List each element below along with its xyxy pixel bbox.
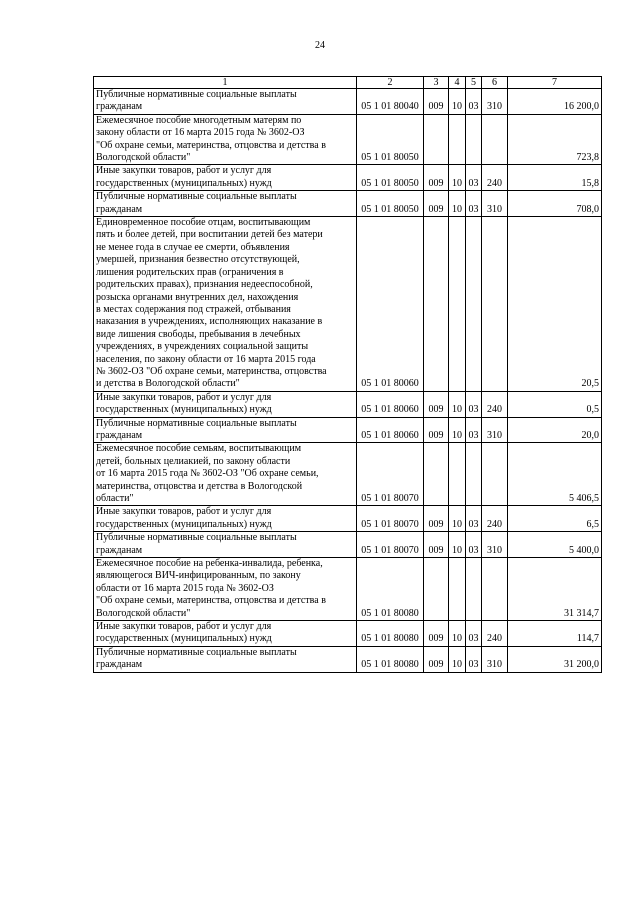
- row-col5-cell: 03: [466, 621, 482, 647]
- row-amount-cell: 6,5: [508, 506, 602, 532]
- row-name-cell: Ежемесячное пособие семьям, воспитывающим детей, больных целиакией, по закону области от 16 марта 2015 года № 3602-ОЗ "Об охране семьи, материнства, отцовства и детства в Вологодской области": [94, 443, 357, 506]
- row-code-cell: 05 1 01 80040: [357, 89, 424, 115]
- row-col3-cell: 009: [424, 165, 449, 191]
- row-col4-cell: 10: [449, 165, 466, 191]
- row-amount-cell: 20,5: [508, 217, 602, 392]
- row-col4-cell: [449, 558, 466, 621]
- row-code-cell: 05 1 01 80080: [357, 621, 424, 647]
- row-name-cell: Ежемесячное пособие на ребенка-инвалида, ребенка, являющегося ВИЧ-инфицированным, по закону области от 16 марта 2015 года № 3602-ОЗ "Об охране семьи, материнства, отцовства и детства в Вологодской области": [94, 558, 357, 621]
- row-code-cell: 05 1 01 80070: [357, 443, 424, 506]
- row-col5-cell: [466, 217, 482, 392]
- row-code-cell: 05 1 01 80080: [357, 558, 424, 621]
- row-col4-cell: 10: [449, 646, 466, 672]
- row-col6-cell: 240: [482, 391, 508, 417]
- row-name-cell: Иные закупки товаров, работ и услуг для государственных (муниципальных) нужд: [94, 165, 357, 191]
- row-col3-cell: 009: [424, 506, 449, 532]
- row-col3-cell: 009: [424, 89, 449, 115]
- row-code-cell: 05 1 01 80070: [357, 506, 424, 532]
- table-row: [94, 89, 602, 115]
- row-amount-cell: 114,7: [508, 621, 602, 647]
- table-row: [94, 506, 602, 532]
- row-amount-cell: 16 200,0: [508, 89, 602, 115]
- row-col3-cell: 009: [424, 621, 449, 647]
- row-name-cell: Публичные нормативные социальные выплаты гражданам: [94, 191, 357, 217]
- row-code-cell: 05 1 01 80050: [357, 191, 424, 217]
- row-col5-cell: 03: [466, 165, 482, 191]
- budget-table: [93, 76, 602, 673]
- header-cell: 5: [466, 77, 482, 89]
- row-col4-cell: 10: [449, 621, 466, 647]
- row-col3-cell: 009: [424, 191, 449, 217]
- table-row: [94, 391, 602, 417]
- table-row: [94, 165, 602, 191]
- header-cell: 7: [508, 77, 602, 89]
- row-col3-cell: [424, 114, 449, 165]
- row-col3-cell: 009: [424, 646, 449, 672]
- row-name-cell: Публичные нормативные социальные выплаты гражданам: [94, 417, 357, 443]
- row-code-cell: 05 1 01 80070: [357, 532, 424, 558]
- row-code-cell: 05 1 01 80080: [357, 646, 424, 672]
- table-row: [94, 191, 602, 217]
- row-amount-cell: 20,0: [508, 417, 602, 443]
- row-col5-cell: [466, 114, 482, 165]
- table-header-row: [94, 77, 602, 89]
- row-amount-cell: 5 406,5: [508, 443, 602, 506]
- table-row: [94, 217, 602, 392]
- row-col6-cell: 310: [482, 191, 508, 217]
- row-name-cell: Публичные нормативные социальные выплаты гражданам: [94, 532, 357, 558]
- row-col6-cell: 310: [482, 646, 508, 672]
- header-cell: 6: [482, 77, 508, 89]
- row-col6-cell: [482, 443, 508, 506]
- row-amount-cell: 723,8: [508, 114, 602, 165]
- row-col6-cell: 240: [482, 506, 508, 532]
- row-col6-cell: 310: [482, 417, 508, 443]
- row-col6-cell: 240: [482, 165, 508, 191]
- row-col5-cell: 03: [466, 646, 482, 672]
- row-name-cell: Иные закупки товаров, работ и услуг для государственных (муниципальных) нужд: [94, 621, 357, 647]
- row-col6-cell: [482, 217, 508, 392]
- table-row: [94, 443, 602, 506]
- page-number: 24: [315, 40, 325, 51]
- row-code-cell: 05 1 01 80060: [357, 417, 424, 443]
- row-code-cell: 05 1 01 80050: [357, 114, 424, 165]
- row-amount-cell: 15,8: [508, 165, 602, 191]
- table-row: [94, 558, 602, 621]
- row-col6-cell: [482, 558, 508, 621]
- row-col6-cell: 240: [482, 621, 508, 647]
- table-row: [94, 646, 602, 672]
- row-code-cell: 05 1 01 80050: [357, 165, 424, 191]
- row-name-cell: Ежемесячное пособие многодетным матерям по закону области от 16 марта 2015 года № 3602-ОЗ "Об охране семьи, материнства, отцовства и детства в Вологодской области": [94, 114, 357, 165]
- row-col4-cell: [449, 443, 466, 506]
- row-col4-cell: [449, 114, 466, 165]
- row-col4-cell: [449, 217, 466, 392]
- row-col6-cell: 310: [482, 89, 508, 115]
- table-row: [94, 621, 602, 647]
- row-code-cell: 05 1 01 80060: [357, 391, 424, 417]
- row-col3-cell: 009: [424, 417, 449, 443]
- row-col6-cell: 310: [482, 532, 508, 558]
- header-cell: 4: [449, 77, 466, 89]
- row-name-cell: Публичные нормативные социальные выплаты гражданам: [94, 89, 357, 115]
- row-col4-cell: 10: [449, 89, 466, 115]
- row-name-cell: Иные закупки товаров, работ и услуг для государственных (муниципальных) нужд: [94, 391, 357, 417]
- row-col4-cell: 10: [449, 506, 466, 532]
- header-cell: 3: [424, 77, 449, 89]
- header-cell: 2: [357, 77, 424, 89]
- table-row: [94, 417, 602, 443]
- row-col5-cell: 03: [466, 532, 482, 558]
- row-amount-cell: 708,0: [508, 191, 602, 217]
- row-code-cell: 05 1 01 80060: [357, 217, 424, 392]
- row-col3-cell: 009: [424, 532, 449, 558]
- row-amount-cell: 5 400,0: [508, 532, 602, 558]
- row-col6-cell: [482, 114, 508, 165]
- row-name-cell: Иные закупки товаров, работ и услуг для государственных (муниципальных) нужд: [94, 506, 357, 532]
- row-col5-cell: [466, 443, 482, 506]
- row-amount-cell: 31 314,7: [508, 558, 602, 621]
- row-col5-cell: 03: [466, 506, 482, 532]
- row-amount-cell: 0,5: [508, 391, 602, 417]
- row-col3-cell: [424, 217, 449, 392]
- row-col4-cell: 10: [449, 391, 466, 417]
- row-col3-cell: [424, 558, 449, 621]
- table-row: [94, 532, 602, 558]
- row-col5-cell: [466, 558, 482, 621]
- header-cell: 1: [94, 77, 357, 89]
- row-col3-cell: 009: [424, 391, 449, 417]
- row-col5-cell: 03: [466, 417, 482, 443]
- row-col5-cell: 03: [466, 191, 482, 217]
- row-name-cell: Публичные нормативные социальные выплаты гражданам: [94, 646, 357, 672]
- row-col5-cell: 03: [466, 89, 482, 115]
- row-amount-cell: 31 200,0: [508, 646, 602, 672]
- row-col4-cell: 10: [449, 191, 466, 217]
- row-col5-cell: 03: [466, 391, 482, 417]
- table-row: [94, 114, 602, 165]
- row-col4-cell: 10: [449, 532, 466, 558]
- row-col4-cell: 10: [449, 417, 466, 443]
- row-col3-cell: [424, 443, 449, 506]
- row-name-cell: Единовременное пособие отцам, воспитывающим пять и более детей, при воспитании детей без матери не менее года в случае ее смерти, объявления умершей, признания безвестно отсутствующей, лишения родительских прав (ограничения в родительских правах), признания недееспособной, розыска органами внутренних дел, нахождения в местах содержания под стражей, отбывания наказания в учреждениях, исполняющих наказание в виде лишения свободы, пребывания в лечебных учреждениях, в учреждениях социальной защиты населения, по закону области от 16 марта 2015 года № 3602-ОЗ "Об охране семьи, материнства, отцовства и детства в Вологодской области": [94, 217, 357, 392]
